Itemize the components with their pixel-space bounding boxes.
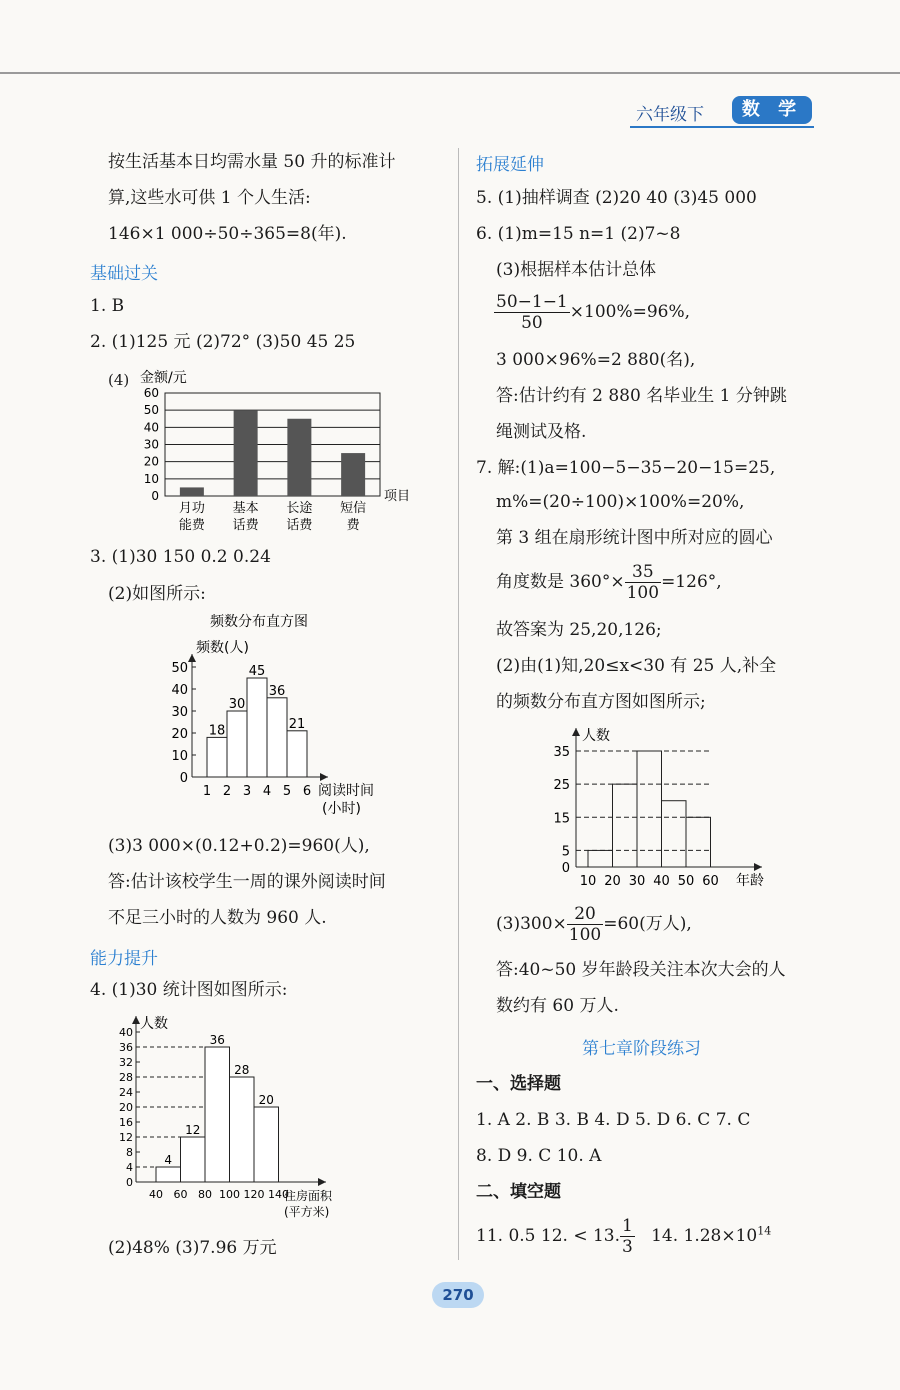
chart-title: 频数分布直方图 [210, 614, 308, 630]
y-tick-label: 20 [119, 1101, 133, 1114]
answer-6-ans-1: 答:估计约有 2 880 名毕业生 1 分钟跳 [496, 386, 787, 406]
data-label: 4 [164, 1153, 173, 1167]
data-label: 30 [228, 697, 246, 712]
bar [227, 711, 247, 777]
answer-6-3: (3)根据样本估计总体 [496, 260, 657, 280]
x-tick-label: 2 [222, 784, 232, 799]
choice-answers-1: 1. A 2. B 3. B 4. D 5. D 6. C 7. C [476, 1110, 751, 1130]
data-label: 12 [185, 1123, 201, 1137]
y-tick-label: 28 [119, 1071, 133, 1084]
section-basic: 基础过关 [90, 264, 158, 284]
y-tick-label: 20 [171, 727, 188, 742]
y-tick-label: 25 [553, 778, 570, 794]
y-tick-label: 35 [553, 745, 570, 760]
part-1-title: 一、选择题 [476, 1074, 561, 1094]
x-axis-arrow [320, 773, 328, 781]
answer-3: 3. (1)30 150 0.2 0.24 [90, 547, 271, 567]
bar [234, 410, 258, 496]
chart-x-label: 项目 [384, 489, 411, 504]
bar [588, 850, 613, 867]
answer-7-ans-1: 答:40~50 岁年龄段关注本次大会的人 [496, 960, 786, 980]
y-tick-label: 0 [561, 861, 570, 876]
chart-x-label: 年龄 [736, 873, 764, 889]
data-label: 45 [248, 664, 266, 679]
page-number: 270 [432, 1282, 484, 1308]
x-tick-label: 140 [268, 1188, 289, 1201]
fraction: $\frac{35}{100}$ [626, 562, 660, 603]
x-tick-label: 60 [173, 1188, 188, 1201]
x-tick-label: 120 [243, 1188, 265, 1201]
y-axis-arrow [572, 728, 580, 736]
section-ability: 能力提升 [90, 949, 158, 969]
answer-7-ans-2: 数约有 60 万人. [496, 996, 619, 1016]
answer-3-ans-1: 答:估计该校学生一周的课外阅读时间 [108, 872, 386, 892]
x-tick-label: 月功 [178, 501, 205, 516]
y-tick-label: 24 [119, 1086, 133, 1099]
bar [254, 1107, 279, 1182]
x-tick-label: 话费 [232, 518, 259, 533]
answer-2-4: (4) [108, 371, 130, 389]
answer-4-2-3: (2)48% (3)7.96 万元 [108, 1238, 277, 1258]
y-tick-label: 32 [119, 1056, 133, 1069]
bar [230, 1077, 255, 1182]
y-tick-label: 10 [143, 471, 159, 486]
bar [341, 453, 365, 496]
x-tick-label: 40 [653, 874, 670, 889]
y-axis-arrow [188, 654, 196, 662]
header-subject: 数 学 [732, 96, 812, 124]
y-tick-label: 0 [126, 1176, 133, 1189]
fraction: $\frac{50-1-1}{50}$ [496, 292, 568, 333]
y-tick-label: 10 [171, 749, 188, 764]
x-tick-label: 1 [202, 784, 212, 799]
bar [267, 698, 287, 777]
bar [205, 1047, 230, 1182]
answer-5: 5. (1)抽样调查 (2)20 40 (3)45 000 [476, 188, 757, 208]
data-label: 36 [268, 683, 286, 699]
y-tick-label: 12 [119, 1131, 133, 1144]
fill-answers: 11. 0.5 12. < 13. $\frac{1}{3}$ 14. $1.28\times 10^{14}$ [476, 1216, 772, 1257]
y-tick-label: 20 [143, 454, 159, 469]
data-label: 28 [234, 1063, 250, 1077]
data-label: 36 [209, 1033, 225, 1047]
intro-line-2: 算,这些水可供 1 个人生活: [108, 188, 311, 208]
x-tick-label: 50 [677, 874, 695, 889]
answer-6: 6. (1)m=15 n=1 (2)7~8 [476, 224, 681, 244]
age-histogram [538, 722, 778, 892]
chart-y-label: 人数 [582, 728, 610, 744]
answer-7-so: 故答案为 25,20,126; [496, 620, 662, 640]
y-tick-label: 60 [143, 386, 159, 400]
bar [156, 1167, 181, 1182]
x-tick-label: 4 [262, 784, 272, 799]
bar [180, 487, 204, 496]
y-tick-label: 30 [171, 705, 188, 720]
y-tick-label: 8 [126, 1146, 133, 1159]
x-axis-arrow [318, 1178, 326, 1186]
answer-3-2: (2)如图所示: [108, 584, 206, 604]
x-tick-label: 能费 [178, 518, 205, 533]
section-extension: 拓展延伸 [476, 155, 544, 175]
answer-7-angle: 角度数是 360°× $\frac{35}{100}$ =126°, [496, 562, 722, 603]
column-divider [458, 148, 459, 1260]
bar [287, 731, 307, 777]
y-tick-label: 50 [171, 661, 188, 676]
chart-x-label: 住房面积 [284, 1189, 333, 1203]
x-tick-label: 3 [242, 784, 252, 799]
bar [287, 419, 311, 496]
x-tick-label: 60 [702, 874, 719, 889]
x-tick-label: 费 [346, 518, 360, 533]
part-2-title: 二、填空题 [476, 1182, 561, 1202]
bar [181, 1137, 206, 1182]
fraction: $\frac{1}{3}$ [622, 1216, 633, 1257]
answer-7-3: (3)300× $\frac{20}{100}$ =60(万人), [496, 904, 692, 945]
chapter-title: 第七章阶段练习 [582, 1039, 701, 1059]
y-tick-label: 16 [119, 1116, 133, 1129]
answer-7-2-line-2: 的频数分布直方图如图所示; [496, 692, 706, 712]
reading-time-histogram [160, 612, 390, 822]
answer-3-ans-2: 不足三小时的人数为 960 人. [108, 908, 327, 928]
answer-6-ans-2: 绳测试及格. [496, 422, 587, 442]
y-tick-label: 0 [179, 771, 188, 786]
answer-6-calc: 3 000×96%=2 880(名), [496, 350, 696, 370]
x-tick-label: 80 [198, 1188, 212, 1201]
y-tick-label: 40 [171, 683, 188, 698]
y-tick-label: 40 [143, 420, 159, 435]
bar [637, 751, 662, 867]
y-tick-label: 30 [143, 437, 159, 452]
bar [207, 737, 227, 777]
data-label: 18 [208, 723, 226, 739]
header-underline [630, 126, 814, 128]
top-rule [0, 72, 900, 74]
x-tick-label: 5 [282, 784, 292, 799]
y-axis-arrow [132, 1016, 140, 1024]
intro-line-3: 146×1 000÷50÷365=8(年). [108, 224, 347, 244]
answer-3-3: (3)3 000×(0.12+0.2)=960(人), [108, 836, 370, 856]
x-tick-label: 长途 [286, 501, 313, 516]
x-tick-label: 20 [604, 874, 621, 889]
housing-area-histogram [100, 1010, 360, 1225]
y-tick-label: 40 [119, 1026, 133, 1039]
y-tick-label: 15 [553, 811, 570, 827]
intro-line-1: 按生活基本日均需水量 50 升的标准计 [108, 152, 396, 172]
chart-y-label: 金额/元 [140, 370, 187, 386]
answer-7-2-line-1: (2)由(1)知,20≤x<30 有 25 人,补全 [496, 656, 777, 676]
answer-7: 7. 解:(1)a=100−5−35−20−15=25, [476, 458, 776, 478]
answer-2: 2. (1)125 元 (2)72° (3)50 45 25 [90, 332, 356, 352]
x-tick-label: 基本 [232, 501, 259, 516]
chart-y-label: 频数(人) [196, 640, 249, 656]
expense-bar-chart [130, 360, 430, 535]
y-tick-label: 5 [561, 844, 570, 860]
x-tick-label: 6 [302, 784, 312, 799]
y-tick-label: 36 [119, 1041, 133, 1054]
answer-4: 4. (1)30 统计图如图所示: [90, 980, 288, 1000]
x-tick-label: 100 [219, 1188, 240, 1201]
answer-7-group: 第 3 组在扇形统计图中所对应的圆心 [496, 528, 773, 548]
choice-answers-2: 8. D 9. C 10. A [476, 1146, 602, 1166]
chart-x-label-unit: (平方米) [284, 1205, 330, 1219]
answer-7-m: m%=(20÷100)×100%=20%, [496, 492, 745, 512]
y-tick-label: 0 [151, 489, 159, 503]
x-axis-arrow [754, 863, 762, 871]
x-tick-label: 10 [579, 874, 597, 889]
header-grade: 六年级下 [636, 105, 704, 125]
fraction: $\frac{20}{100}$ [568, 904, 602, 945]
chart-x-label: 阅读时间 [318, 783, 374, 799]
y-tick-label: 4 [126, 1161, 133, 1174]
bar [613, 784, 638, 867]
chart-x-label-unit: (小时) [322, 801, 361, 817]
answer-6-fraction-line: $\frac{50-1-1}{50}$ ×100%=96%, [496, 292, 691, 333]
x-tick-label: 话费 [286, 518, 313, 533]
bar [686, 817, 711, 867]
x-tick-label: 40 [149, 1188, 163, 1201]
y-tick-label: 50 [143, 403, 159, 418]
chart-y-label: 人数 [140, 1016, 168, 1032]
bar [662, 801, 687, 867]
x-tick-label: 30 [628, 874, 646, 889]
x-tick-label: 短信 [340, 501, 367, 516]
data-label: 21 [288, 716, 306, 732]
answer-1: 1. B [90, 296, 125, 316]
data-label: 20 [258, 1093, 274, 1107]
bar [247, 678, 267, 777]
